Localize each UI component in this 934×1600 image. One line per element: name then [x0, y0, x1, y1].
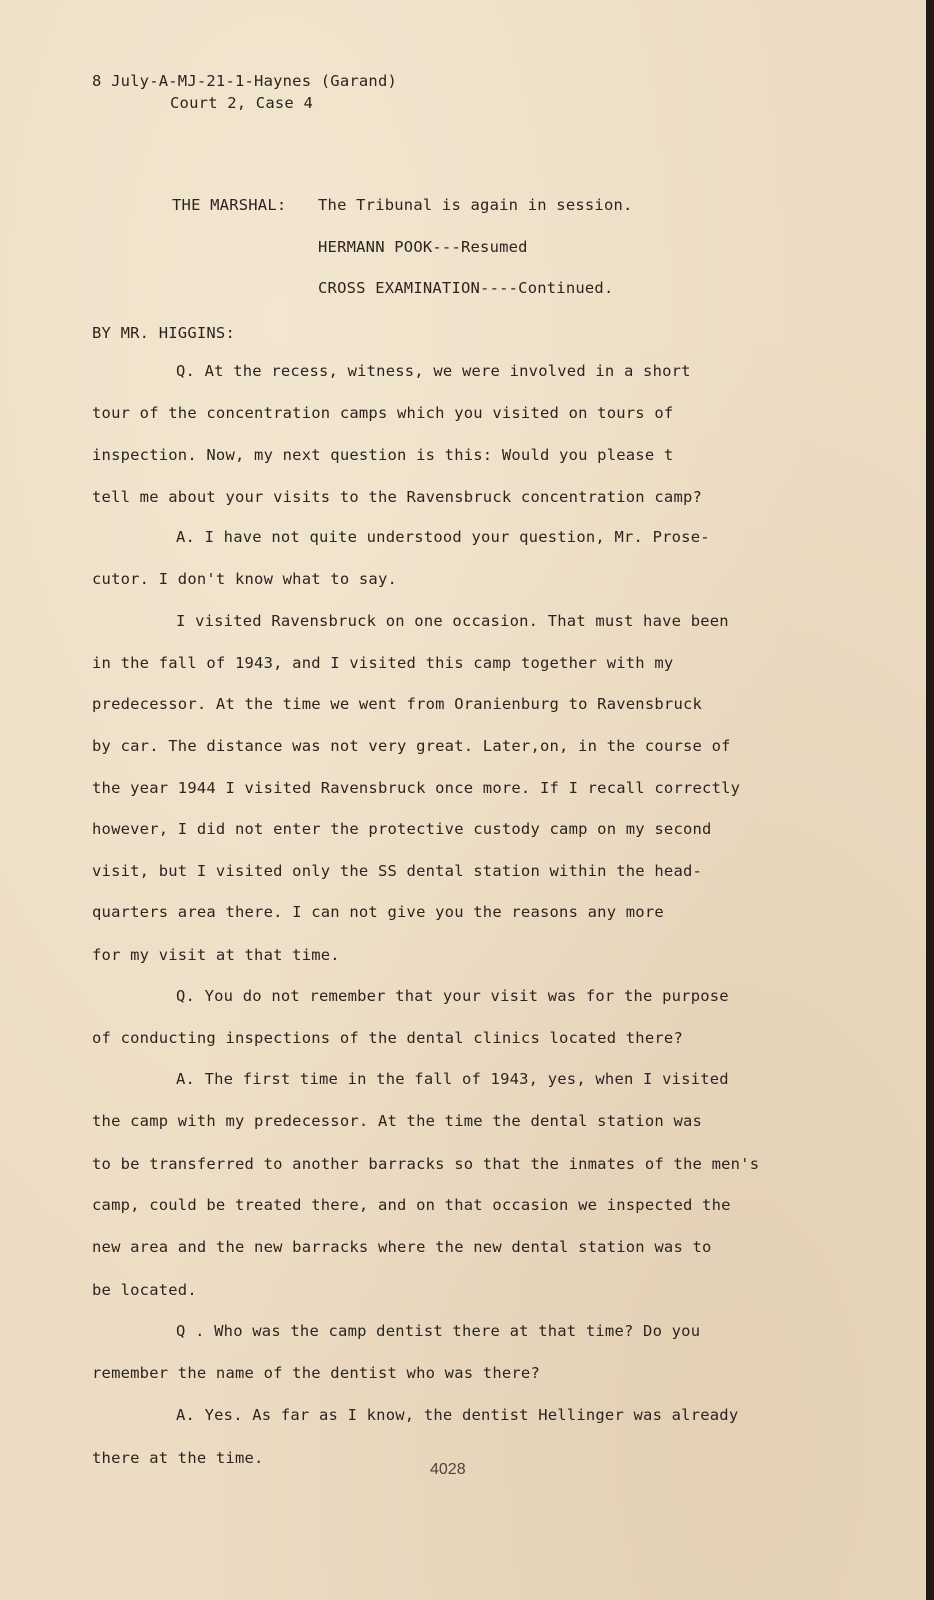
marshal-statement: The Tribunal is again in session.: [318, 196, 633, 214]
transcript-line: the year 1944 I visited Ravensbruck once more. If I recall correctly: [92, 779, 741, 797]
transcript-line: camp, could be treated there, and on that occasion we inspected the: [92, 1196, 731, 1214]
transcript-line: A. The first time in the fall of 1943, yes, when I visited: [176, 1070, 729, 1088]
witness-heading: HERMANN POOK---Resumed: [318, 238, 528, 256]
transcript-line: Q. You do not remember that your visit was for the purpose: [176, 987, 729, 1005]
transcript-line: inspection. Now, my next question is this: Would you please t: [92, 446, 674, 464]
examination-heading: CROSS EXAMINATION----Continued.: [318, 279, 614, 297]
marshal-speaker: THE MARSHAL:: [172, 196, 287, 214]
transcript-line: be located.: [92, 1281, 197, 1299]
transcript-line: however, I did not enter the protective custody camp on my second: [92, 820, 712, 838]
transcript-line: tour of the concentration camps which you visited on tours of: [92, 404, 674, 422]
transcript-line: quarters area there. I can not give you the reasons any more: [92, 903, 664, 921]
transcript-line: in the fall of 1943, and I visited this camp together with my: [92, 654, 674, 672]
transcript-line: Q . Who was the camp dentist there at that time? Do you: [176, 1322, 701, 1340]
transcript-line: the camp with my predecessor. At the time the dental station was: [92, 1112, 703, 1130]
transcript-line: predecessor. At the time we went from Oranienburg to Ravensbruck: [92, 695, 703, 713]
transcript-line: A. Yes. As far as I know, the dentist Hellinger was already: [176, 1406, 739, 1424]
transcript-line: new area and the new barracks where the new dental station was to: [92, 1238, 712, 1256]
transcript-line: I visited Ravensbruck on one occasion. That must have been: [176, 612, 729, 630]
transcript-line: to be transferred to another barracks so that the inmates of the men's: [92, 1155, 760, 1173]
transcript-line: of conducting inspections of the dental clinics located there?: [92, 1029, 683, 1047]
examiner-line: BY MR. HIGGINS:: [92, 324, 235, 342]
transcript-line: there at the time.: [92, 1449, 264, 1467]
page-number: 4028: [430, 1461, 466, 1478]
transcript-line: Q. At the recess, witness, we were involved in a short: [176, 362, 691, 380]
transcript-line: by car. The distance was not very great. Later,on, in the course of: [92, 737, 731, 755]
header-court-line: Court 2, Case 4: [170, 94, 313, 112]
transcript-line: A. I have not quite understood your question, Mr. Prose-: [176, 528, 710, 546]
page-border: [926, 0, 934, 1600]
transcript-line: cutor. I don't know what to say.: [92, 570, 398, 588]
transcript-line: for my visit at that time.: [92, 946, 340, 964]
header-docket-line: 8 July-A-MJ-21-1-Haynes (Garand): [92, 72, 398, 90]
transcript-line: remember the name of the dentist who was there?: [92, 1364, 540, 1382]
transcript-line: visit, but I visited only the SS dental station within the head-: [92, 862, 703, 880]
transcript-line: tell me about your visits to the Ravensbruck concentration camp?: [92, 488, 703, 506]
